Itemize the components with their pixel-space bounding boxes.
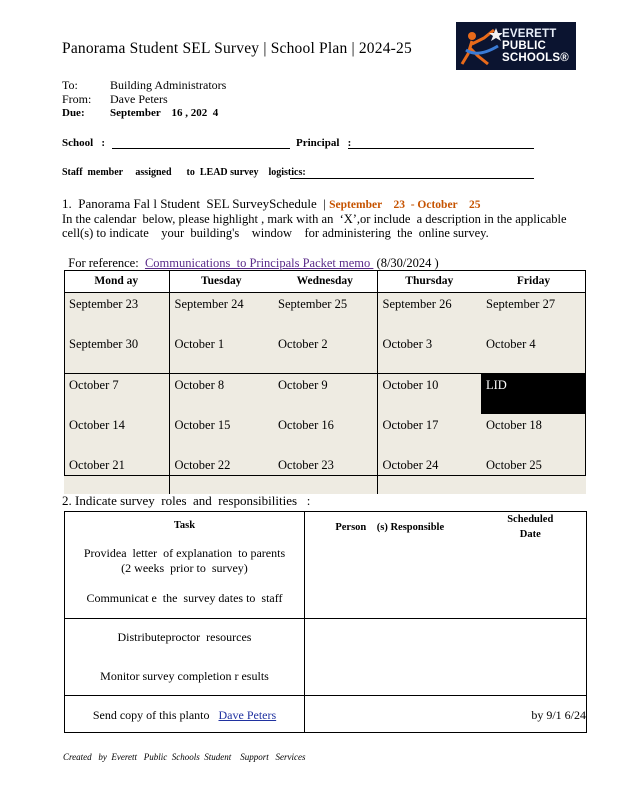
calendar-header-tuesday: Tuesday — [169, 270, 273, 293]
instructions-line-2: cell(s) to indicate your building's window for administering the online survey. — [62, 226, 489, 240]
reference-line — [62, 241, 439, 271]
principal-input-line[interactable] — [348, 148, 534, 149]
survey-calendar — [64, 270, 586, 494]
section2-heading: 2. Indicate survey roles and responsibilities : — [62, 493, 311, 508]
calendar-cell[interactable]: October 15 — [169, 414, 273, 454]
calendar-cell[interactable]: October 4 — [481, 333, 586, 374]
calendar-header-thursday: Thursday — [377, 270, 481, 293]
calendar-cell[interactable]: October 1 — [169, 333, 273, 374]
task-letter-timing: (2 weeks prior to survey) — [121, 561, 248, 575]
footer-credit: Created by Everett Public Schools Student Support Services — [63, 752, 306, 762]
person-responsible-cell-2[interactable] — [305, 619, 475, 696]
task-distribute-resources: Distributeproctor resources — [117, 630, 252, 644]
calendar-cell[interactable]: October 2 — [273, 333, 377, 374]
calendar-cell[interactable]: October 24 — [377, 454, 481, 494]
scheduled-date-cell-3[interactable] — [475, 696, 587, 733]
instructions-line-1: In the calendar below, please highlight , mark with an ‘X’,or include a description in the applicable — [62, 212, 567, 226]
scheduled-date-cell-1[interactable] — [475, 512, 587, 619]
district-logo — [456, 22, 576, 70]
calendar-cell[interactable]: October 25 — [481, 454, 586, 494]
calendar-cell[interactable]: October 8 — [169, 374, 273, 415]
school-input-line[interactable] — [112, 148, 290, 149]
logo-line-2: PUBLIC — [502, 40, 547, 52]
send-copy-text: Send copy of this planto — [92, 708, 219, 722]
roles-table — [64, 511, 587, 733]
calendar-cell[interactable]: September 26 — [377, 293, 481, 334]
calendar-cell-lid[interactable]: LID — [481, 374, 586, 415]
section1-heading-text: 1. Panorama Fal l Student SEL SurveySchedule | — [62, 196, 330, 211]
task-send-copy — [65, 708, 304, 723]
roles-task-cell-1 — [65, 512, 305, 619]
calendar-cell[interactable]: September 30 — [64, 333, 169, 374]
calendar-cell[interactable]: October 21 — [64, 454, 169, 494]
calendar-cell[interactable]: October 10 — [377, 374, 481, 415]
staff-input-line[interactable] — [290, 178, 534, 179]
from-value: Dave Peters — [110, 92, 168, 106]
calendar-cell[interactable]: September 24 — [169, 293, 273, 334]
to-label: To: — [62, 78, 78, 92]
from-label: From: — [62, 92, 92, 106]
star-figure-icon — [458, 24, 502, 68]
calendar-header-wednesday: Wednesday — [273, 270, 377, 293]
calendar-cell[interactable]: October 7 — [64, 374, 169, 415]
calendar-cell[interactable]: September 27 — [481, 293, 586, 334]
page-title: Panorama Student SEL Survey | School Plan | 2024-25 — [62, 40, 412, 57]
roles-task-cell-2 — [65, 619, 305, 696]
date-column-header-1: Scheduled — [507, 514, 554, 525]
school-label: School : — [62, 137, 106, 149]
calendar-cell[interactable]: September 25 — [273, 293, 377, 334]
send-copy-date: by 9/1 6/24 — [531, 708, 586, 722]
scheduled-date-cell-2[interactable] — [475, 619, 587, 696]
calendar-cell[interactable]: October 16 — [273, 414, 377, 454]
principal-label: Principal : — [296, 137, 352, 149]
task-column-header: Task — [173, 520, 196, 531]
staff-label: Staff member assigned to LEAD survey logistics: — [62, 167, 306, 178]
task-monitor-completion: Monitor survey completion r esults — [100, 669, 269, 683]
to-value: Building Administrators — [110, 78, 227, 92]
calendar-header-monday: Mond ay — [64, 270, 169, 293]
person-responsible-cell-3[interactable] — [305, 696, 475, 733]
calendar-cell[interactable]: October 14 — [64, 414, 169, 454]
calendar-header-friday: Friday — [481, 270, 586, 293]
survey-window-dates: September 23 - October 25 — [329, 199, 481, 211]
section1-heading — [62, 196, 480, 212]
calendar-cell[interactable]: October 23 — [273, 454, 377, 494]
date-column-header-2: Date — [519, 529, 541, 540]
logo-line-1: EVERETT — [502, 28, 557, 40]
due-value: September 16 , 202 4 — [110, 107, 219, 119]
reference-prefix: For reference: — [68, 256, 145, 270]
calendar-cell[interactable]: October 9 — [273, 374, 377, 415]
reference-suffix: (8/30/2024 ) — [373, 256, 439, 270]
calendar-cell[interactable]: October 17 — [377, 414, 481, 454]
calendar-cell[interactable]: September 23 — [64, 293, 169, 334]
person-column-header: Person (s) Responsible — [335, 522, 445, 533]
calendar-cell[interactable]: October 3 — [377, 333, 481, 374]
memo-link[interactable]: Communications to Principals Packet memo — [144, 256, 374, 270]
calendar-cell[interactable]: October 22 — [169, 454, 273, 494]
task-letter-parents: Providea letter of explanation to parents — [83, 546, 286, 560]
person-responsible-cell-1[interactable] — [305, 512, 475, 619]
dave-peters-link[interactable]: Dave Peters — [218, 708, 277, 722]
logo-line-3: SCHOOLS® — [502, 52, 569, 64]
calendar-cell[interactable]: October 18 — [481, 414, 586, 454]
due-label: Due: — [62, 107, 85, 119]
task-communicate-dates: Communicat e the survey dates to staff — [86, 591, 283, 605]
roles-task-cell-3 — [65, 696, 305, 733]
